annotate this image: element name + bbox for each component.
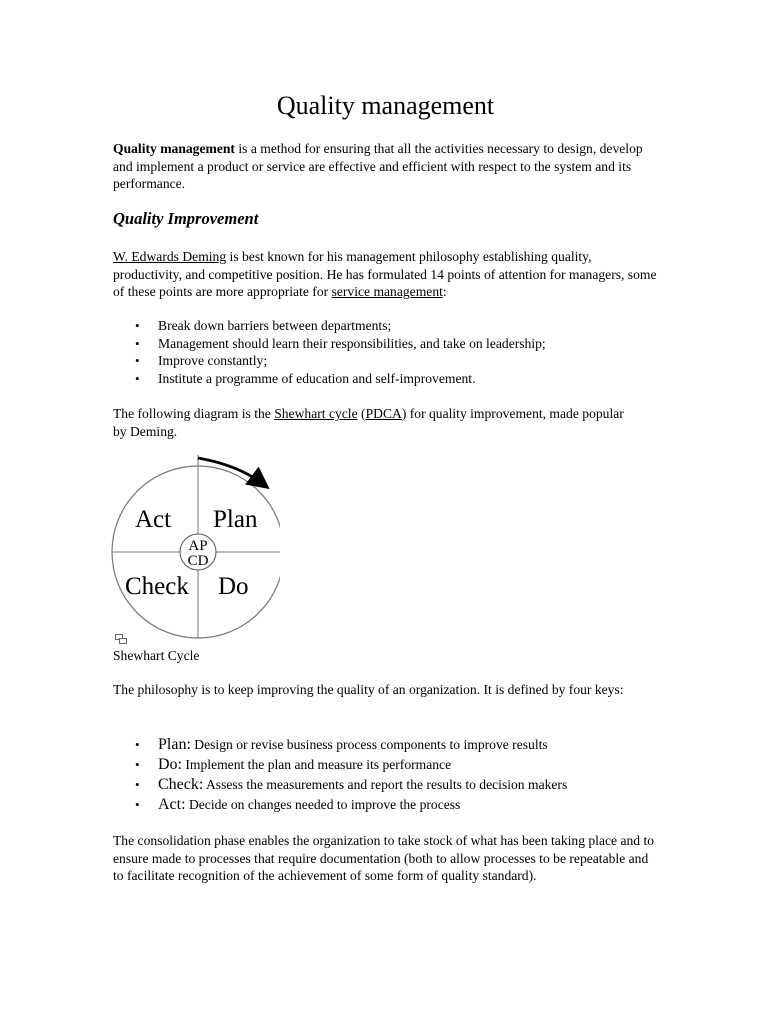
bullet-icon: • bbox=[135, 777, 140, 792]
intro-bold-term: Quality management bbox=[113, 141, 235, 156]
list-item bbox=[113, 775, 658, 795]
quadrant-act: Act bbox=[135, 506, 172, 533]
deming-paragraph bbox=[113, 248, 658, 301]
intro-text: is a method for ensuring that all the activities necessary to design, develop and implement a product or service are effective and efficient with respect to the system and its performance. bbox=[113, 141, 643, 192]
consolidation-paragraph: The consolidation phase enables the organization to take stock of what has been taking place and to ensure made to processes that require documentation (both to allow processes to be repeatable and to facilitate recognition of the achievement of some form of quality standard). bbox=[113, 833, 655, 884]
bullet-icon: • bbox=[135, 797, 140, 812]
diagram-intro-text-c: ) for quality improvement, made popular by Deming. bbox=[113, 406, 624, 439]
page-title: Quality management bbox=[276, 91, 495, 120]
list-item-text: Management should learn their responsibilities, and take on leadership; bbox=[158, 335, 546, 351]
intro-paragraph bbox=[113, 140, 658, 193]
philosophy-paragraph: The philosophy is to keep improving the quality of an organization. It is defined by four keys: bbox=[113, 682, 624, 697]
diagram-caption: Shewhart Cycle bbox=[113, 648, 200, 663]
quadrant-plan: Plan bbox=[213, 506, 258, 533]
section-heading: Quality Improvement bbox=[113, 209, 259, 228]
key-desc: Decide on changes needed to improve the process bbox=[185, 797, 461, 812]
key-desc: Design or revise business process components to improve results bbox=[190, 737, 548, 752]
list-item-text: Improve constantly; bbox=[158, 353, 268, 369]
key-term: Do: bbox=[158, 756, 182, 773]
bullet-icon: • bbox=[135, 370, 140, 386]
diagram-intro-paragraph bbox=[113, 405, 633, 440]
list-item bbox=[113, 352, 658, 370]
key-desc: Assess the measurements and report the results to decision makers bbox=[203, 777, 568, 792]
pdca-link[interactable]: PDCA bbox=[365, 406, 402, 421]
image-placeholder-icon bbox=[115, 634, 127, 644]
keys-list bbox=[113, 735, 658, 815]
deming-points-list bbox=[113, 317, 658, 387]
list-item bbox=[113, 370, 658, 388]
key-term: Check: bbox=[158, 776, 204, 793]
bullet-icon: • bbox=[135, 335, 140, 351]
bullet-icon: • bbox=[135, 757, 140, 772]
deming-text-b: : bbox=[442, 284, 447, 300]
key-term: Plan: bbox=[158, 736, 191, 753]
quadrant-check: Check bbox=[125, 573, 189, 600]
bullet-icon: • bbox=[135, 737, 140, 752]
shewhart-cycle-diagram bbox=[110, 455, 280, 640]
diagram-intro-text-a: The following diagram is the bbox=[113, 406, 275, 421]
list-item bbox=[113, 735, 658, 755]
diagram-intro-text-b: ( bbox=[357, 406, 366, 421]
deming-text-a: is best known for his management philosophy establishing quality, productivity, and competitive position. He has formulated 14 points of attention for managers, some of these points are more appropriate for bbox=[113, 249, 657, 300]
bullet-icon: • bbox=[135, 353, 140, 369]
shewhart-cycle-link[interactable]: Shewhart cycle bbox=[274, 406, 358, 421]
quadrant-do: Do bbox=[218, 573, 249, 600]
list-item bbox=[113, 335, 658, 353]
list-item-text: Break down barriers between departments; bbox=[158, 318, 392, 333]
key-term: Act: bbox=[158, 796, 186, 813]
service-management-link[interactable]: service management bbox=[331, 284, 443, 300]
key-desc: Implement the plan and measure its performance bbox=[182, 757, 452, 772]
deming-link[interactable]: W. Edwards Deming bbox=[113, 249, 227, 264]
list-item bbox=[113, 317, 658, 335]
list-item bbox=[113, 795, 658, 815]
bullet-icon: • bbox=[135, 318, 140, 333]
list-item-text: Institute a programme of education and self-improvement. bbox=[158, 370, 476, 386]
center-label-top: AP bbox=[188, 538, 208, 554]
cycle-arrow-icon bbox=[198, 458, 263, 484]
list-item bbox=[113, 755, 658, 775]
center-label-bottom: CD bbox=[187, 553, 209, 569]
